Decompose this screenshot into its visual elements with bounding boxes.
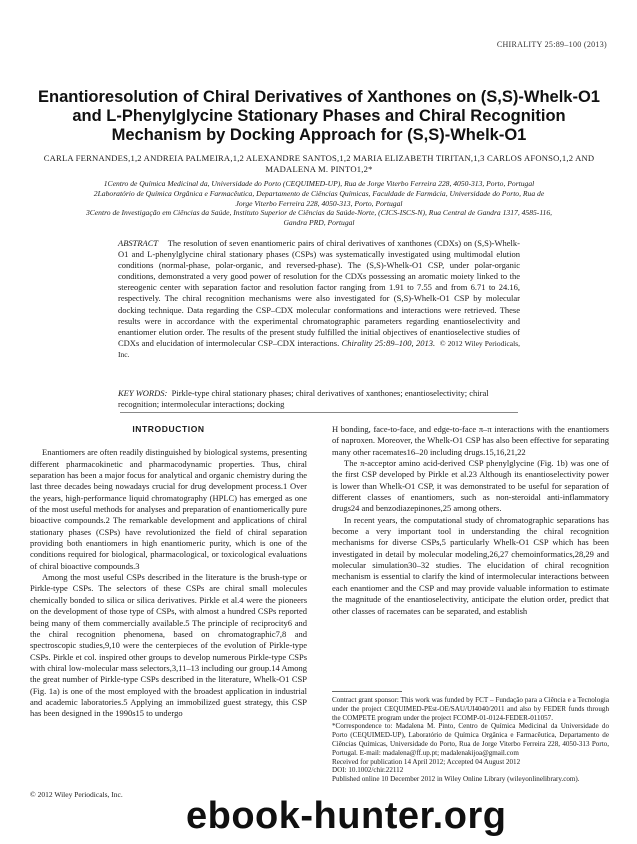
affiliation-line: 2Laboratório de Química Orgânica e Farmacêutica, Departamento de Ciências Químicas, Faculdade de Farmácia, Universidade do Porto, Rua de: [93, 188, 545, 198]
footnote: Contract grant sponsor: This work was funded by FCT – Fundação para a Ciência e a Tecnologia under the project CEQUIMED-PEst-OE/SAU/UI4040/2011 and also by FEDER funds through the COMPETE program under the project FCOMP-01-0124-FEDER-011057.: [332, 696, 609, 722]
author-line: MADALENA M. PINTO1,2*: [265, 164, 373, 174]
footnote: *Correspondence to: Madalena M. Pinto, Centro de Química Medicinal da Universidade do Porto (CEQUIMED-UP), Laboratório de Química Orgânica e Farmacêutica, Departamento de Ciências Químicas, Universidade do Porto, Rua de Jorge Viterbo Ferreira 228, 4050-313 Porto, Portugal. E-mail: madalena@ff.up.pt; madalenakijoa@gmail.com: [332, 722, 609, 757]
body-paragraph: Enantiomers are often readily distinguished by biological systems, presenting different pharmacokinetic and pharmacodynamic properties. Thus, chiral separation has been a major focus for analytical and organic chemistry during the last three decades being nowadays crucial for drug development process.1 Over the years, high-performance liquid chromatography (HPLC) has emerged as one of the most useful methods for analyses and preparation of enantiomerically pure bioactive compounds.2 The remarkable development and applications of chiral stationary phases (CSPs) have revolutionized the field of chiral separation providing both enantiomers in high enantiomeric purity, which is one of the conditions required for biological, pharmacological, or toxicological evaluations of chiral bioactive compounds.3: [30, 447, 307, 571]
introduction-heading: INTRODUCTION: [132, 424, 205, 434]
title-line: Mechanism by Docking Approach for (S,S)-Whelk-O1: [111, 126, 527, 144]
keywords-label: KEY WORDS:: [118, 388, 168, 398]
affiliation-line: Gandra PRD, Portugal: [283, 218, 355, 228]
keywords-text: Pirkle-type chiral stationary phases; chiral derivatives of xanthones; enantioselectivity; chiral recognition; intermolecular interactions; docking: [118, 388, 489, 410]
body-paragraph: In recent years, the computational study of chromatographic separations has become a very important tool in understanding the chiral recognition mechanisms for diverse CSPs,5 particularly Whelk-O1 CSP which has been investigated in detail by molecular modeling,26,27 chemoinformatics,28,29 and molecular simulation30–32 studies. The elucidation of chiral recognition mechanism is essential to clarify the kind of intermolecular interactions between each enantiomer and the CSP and may provide valuable information to estimate the magnitude of the enantioselectivity, anticipate the elution order, predict that other classes of racemates can be separated, and establish: [332, 514, 609, 616]
body-paragraph: H bonding, face-to-face, and edge-to-face π–π interactions with the enantiomers of naproxen. Moreover, the Whelk-O1 CSP has also been effective for separating many other racemates16–20 including drugs.15,16,21,22: [332, 424, 609, 457]
affiliation-line: 1Centro de Química Medicinal da, Universidade do Porto (CEQUIMED-UP), Rua de Jorge Viterbo Ferreira 228, 4050-313, Porto, Portugal: [103, 179, 535, 188]
footnote-divider: [332, 691, 402, 692]
section-divider: [120, 412, 518, 413]
abstract-label: ABSTRACT: [118, 238, 159, 248]
abstract-body: The resolution of seven enantiomeric pairs of chiral derivatives of xanthones (CDXs) on (S,S)-Whelk-O1 and L-phenylglycine chiral stationary phases (CSPs) was systematically investigated using multimodal elution conditions (normal-phase, polar-organic, and reversed-phase). The (S,S)-Whelk-O1 CSP, under polar-organic conditions, demonstrated a very good power of resolution for the CDXs possessing an aromatic moiety linked to the stereogenic center with separation factor and resolution factor ranging from 1.91 to 7.55 and from 6.71 to 24.16, respectively. The chiral recognition mechanisms were also investigated for (S,S)-Whelk-O1 CSP by molecular docking technique. Data regarding the CSP–CDX molecular conformations and interactions were retrieved. These results were in accordance with the experimental chromatographic parameters regarding enantioselectivity and enantiomer elution order. The results of the present study fulfilled the initial objectives of enantioselective studies of CDXs and elucidation of intermolecular CSP–CDX interactions.: [118, 238, 520, 348]
body-paragraph: The π-acceptor amino acid-derived CSP phenylglycine (Fig. 1b) was one of the first CSP developed by Pirkle et al.23 Although its enantioselectivity power is lower than Whelk-O1 CSP, it was demonstrated to be useful for separation of different classes of enantiomers, such as non-steroidal anti-inflammatory drugs24 and benzodiazepinones,25 among others.: [332, 458, 609, 514]
abstract-copyright: © 2012 Wiley Periodicals, Inc.: [118, 338, 520, 359]
right-column: [332, 424, 609, 617]
footnote: DOI: 10.1002/chir.22112: [332, 766, 404, 775]
footnotes: [332, 696, 609, 784]
title-line: and L-Phenylglycine Stationary Phases and Chiral Recognition: [72, 107, 566, 125]
affiliation-line: Jorge Viterbo Ferreira 228, 4050-313, Porto, Portugal: [235, 198, 403, 208]
footnote: Published online 10 December 2012 in Wiley Online Library (wileyonlinelibrary.com).: [332, 775, 580, 784]
running-head: CHIRALITY 25:89–100 (2013): [496, 40, 607, 49]
keywords: [118, 388, 520, 410]
left-column: [30, 424, 307, 720]
author-line: CARLA FERNANDES,1,2 ANDREIA PALMEIRA,1,2 ALEXANDRE SANTOS,1,2 MARIA ELIZABETH TIRITAN,1,3 CARLOS AFONSO,1,2 AND: [43, 153, 595, 163]
footnote: Received for publication 14 April 2012; Accepted 04 August 2012: [332, 757, 521, 766]
watermark: ebook-hunter.org: [186, 795, 507, 837]
affiliations: [34, 179, 604, 228]
abstract: [118, 238, 520, 360]
affiliation-line: 3Centro de Investigação em Ciências da Saúde, Instituto Superior de Ciências da Saúde-Norte, (CICS-ISCS-N), Rua Central de Gandra 1317, 4585-116,: [85, 208, 553, 218]
article-title: [34, 88, 604, 145]
page-copyright: © 2012 Wiley Periodicals, Inc.: [30, 790, 123, 799]
author-list: [34, 153, 604, 175]
abstract-citation: Chirality 25:89–100, 2013.: [341, 337, 436, 348]
body-paragraph: Among the most useful CSPs described in the literature is the brush-type or Pirkle-type CSPs. The selectors of these CSPs are chiral small molecules chemically bonded to silica or silica derivatives. Pirkle et al.4 were the pioneers on the development of those type of CSPs, with almost a hundred CSPs reported being many of them commercially available.5 The principle of reciprocity6 and the chiral recognition phenomena, based on chromatographic7,8 and spectroscopic studies,9,10 were the centerpieces of the evolution of Pirkle-type CSPs. Pirkle et col. inspired other groups to develop numerous Pirkle-type CSPs with chiral low-molecular mass selectors,3,11–13 including our group.14 Among the great number of Pirkle-type CSPs described in the literature, Whelk-O1 CSP (Fig. 1a) is one of the most employed with the broadest application in industrial and academic laboratories.5 Applying an immobilized guest strategy, this CSP has been designed in the 1990s15 to undergo: [30, 572, 307, 719]
title-line: Enantioresolution of Chiral Derivatives of Xanthones on (S,S)-Whelk-O1: [38, 88, 600, 106]
